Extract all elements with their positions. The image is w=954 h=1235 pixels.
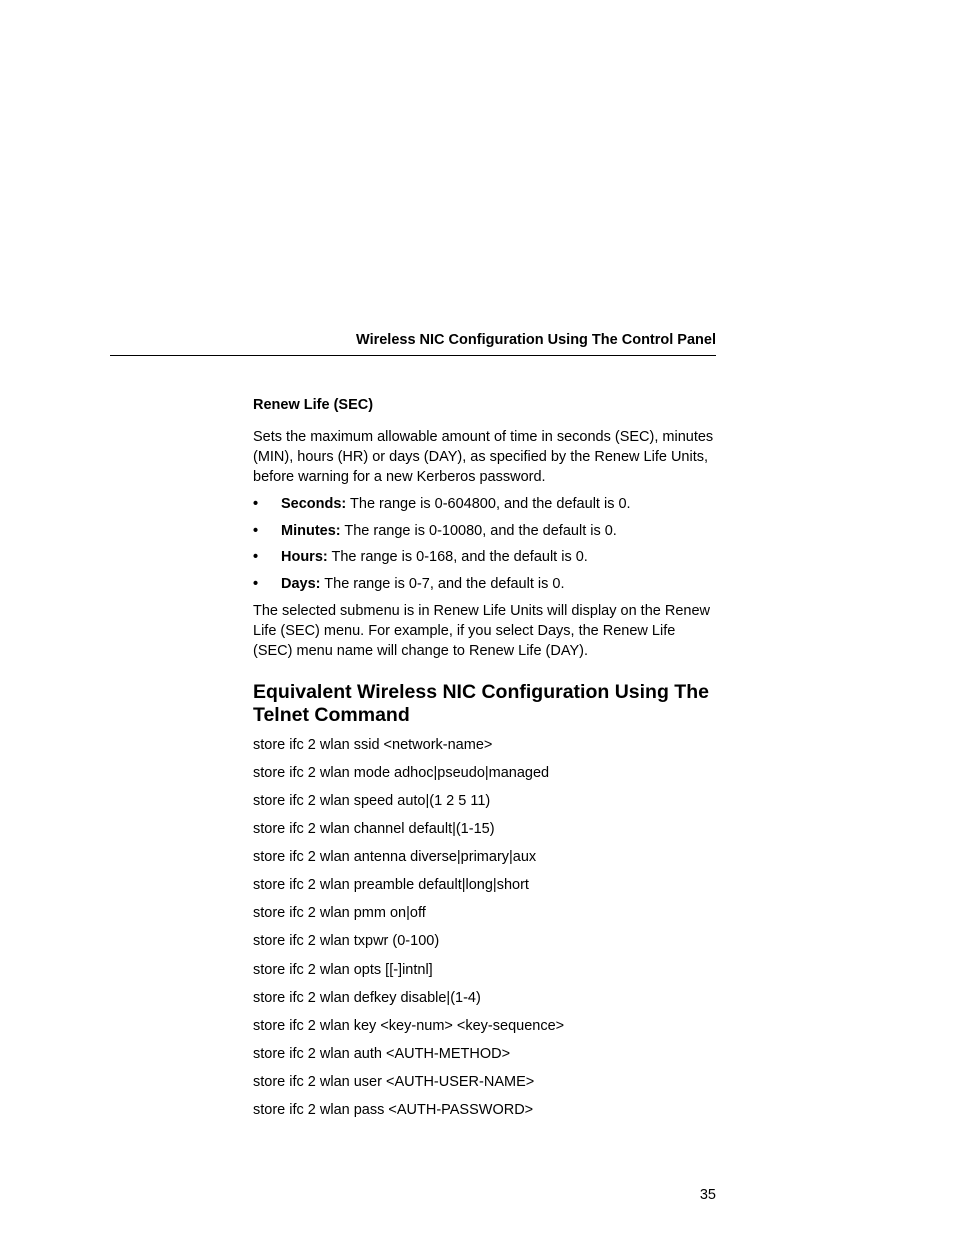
bullet-icon: • — [253, 522, 259, 539]
bullet-text: The range is 0-604800, and the default is 0. — [346, 496, 631, 512]
page-body — [253, 396, 716, 1128]
telnet-command-list — [253, 735, 716, 1128]
bullet-icon: • — [253, 576, 259, 593]
list-item-seconds — [253, 494, 716, 514]
command-line: store ifc 2 wlan pass <AUTH-PASSWORD> — [253, 1101, 534, 1118]
bullet-icon: • — [253, 496, 259, 512]
bullet-term: Days: — [281, 576, 321, 593]
range-list — [253, 494, 716, 594]
command-line: store ifc 2 wlan antenna diverse|primary|aux — [253, 849, 537, 866]
renew-life-note: The selected submenu is in Renew Life Units will display on the Renew Life (SEC) menu. For example, if you select Days, the Renew Life (SEC) menu name will change to Renew Life (DAY). — [253, 602, 710, 659]
bullet-icon: • — [253, 549, 259, 566]
bullet-term: Seconds: — [281, 496, 347, 512]
list-item-minutes — [253, 521, 716, 541]
bullet-text: The range is 0-7, and the default is 0. — [320, 576, 565, 593]
command-line: store ifc 2 wlan defkey disable|(1-4) — [253, 989, 481, 1006]
command-line: store ifc 2 wlan preamble default|long|short — [253, 877, 529, 894]
bullet-term: Minutes: — [281, 522, 341, 539]
list-item-hours — [253, 547, 716, 567]
command-line: store ifc 2 wlan auth <AUTH-METHOD> — [253, 1045, 511, 1062]
command-line: store ifc 2 wlan ssid <network-name> — [253, 736, 493, 753]
list-item-days — [253, 574, 716, 594]
command-line: store ifc 2 wlan user <AUTH-USER-NAME> — [253, 1073, 535, 1090]
page-number: 35 — [699, 1187, 716, 1203]
command-line: store ifc 2 wlan mode adhoc|pseudo|managed — [253, 764, 550, 781]
command-line: store ifc 2 wlan speed auto|(1 2 5 11) — [253, 792, 491, 809]
bullet-text: The range is 0-168, and the default is 0. — [327, 549, 588, 566]
renew-life-description: Sets the maximum allowable amount of time in seconds (SEC), minutes (MIN), hours (HR) or days (DAY), as specified by the Renew Life Units, before warning for a new Kerberos password. — [253, 429, 714, 485]
header-rule — [110, 355, 716, 356]
command-line: store ifc 2 wlan pmm on|off — [253, 905, 426, 922]
command-line: store ifc 2 wlan txpwr (0-100) — [253, 933, 440, 950]
renew-life-heading: Renew Life (SEC) — [253, 397, 374, 413]
bullet-text: The range is 0-10080, and the default is 0. — [340, 522, 617, 539]
command-line: store ifc 2 wlan opts [[-]intnl] — [253, 961, 433, 978]
bullet-term: Hours: — [281, 549, 328, 566]
telnet-section-heading: Equivalent Wireless NIC Configuration Using The Telnet Command — [253, 680, 709, 726]
command-line: store ifc 2 wlan channel default|(1-15) — [253, 821, 495, 838]
running-header: Wireless NIC Configuration Using The Control Panel — [356, 332, 716, 348]
command-line: store ifc 2 wlan key <key-num> <key-sequence> — [253, 1017, 565, 1034]
